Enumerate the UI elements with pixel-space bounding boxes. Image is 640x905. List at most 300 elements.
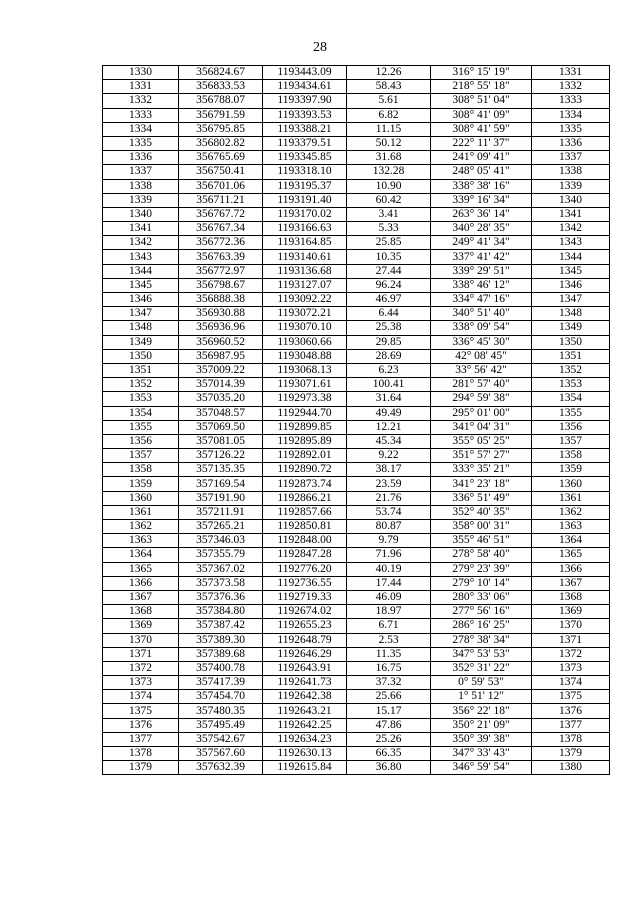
table-row: [103, 278, 610, 292]
next-point-cell: 1370: [532, 619, 610, 633]
distance-cell: 11.15: [347, 122, 431, 136]
distance-cell: 71.96: [347, 548, 431, 562]
point-number-cell: 1334: [103, 122, 179, 136]
bearing-cell: 358° 00' 31": [431, 520, 532, 534]
x-coordinate-cell: 356888.38: [179, 293, 263, 307]
table-row: [103, 491, 610, 505]
table-row: [103, 207, 610, 221]
y-coordinate-cell: 1192892.01: [263, 449, 347, 463]
point-number-cell: 1357: [103, 449, 179, 463]
point-number-cell: 1355: [103, 420, 179, 434]
x-coordinate-cell: 356767.34: [179, 222, 263, 236]
table-row: [103, 463, 610, 477]
distance-cell: 37.32: [347, 676, 431, 690]
bearing-cell: 278° 38' 34": [431, 633, 532, 647]
bearing-cell: 339° 16' 34": [431, 193, 532, 207]
next-point-cell: 1337: [532, 151, 610, 165]
next-point-cell: 1378: [532, 732, 610, 746]
distance-cell: 6.44: [347, 307, 431, 321]
bearing-cell: 249° 41' 34": [431, 236, 532, 250]
point-number-cell: 1372: [103, 661, 179, 675]
next-point-cell: 1364: [532, 534, 610, 548]
table-row: [103, 420, 610, 434]
x-coordinate-cell: 356711.21: [179, 193, 263, 207]
point-number-cell: 1370: [103, 633, 179, 647]
table-row: [103, 619, 610, 633]
distance-cell: 45.34: [347, 434, 431, 448]
y-coordinate-cell: 1193166.63: [263, 222, 347, 236]
x-coordinate-cell: 356791.59: [179, 108, 263, 122]
bearing-cell: 1° 51' 12": [431, 690, 532, 704]
next-point-cell: 1361: [532, 491, 610, 505]
point-number-cell: 1350: [103, 349, 179, 363]
next-point-cell: 1366: [532, 562, 610, 576]
y-coordinate-cell: 1192848.00: [263, 534, 347, 548]
distance-cell: 12.21: [347, 420, 431, 434]
bearing-cell: 350° 21' 09": [431, 718, 532, 732]
x-coordinate-cell: 357389.68: [179, 647, 263, 661]
bearing-cell: 280° 33' 06": [431, 590, 532, 604]
x-coordinate-cell: 357265.21: [179, 520, 263, 534]
x-coordinate-cell: 356772.36: [179, 236, 263, 250]
y-coordinate-cell: 1193136.68: [263, 264, 347, 278]
next-point-cell: 1376: [532, 704, 610, 718]
y-coordinate-cell: 1192944.70: [263, 406, 347, 420]
bearing-cell: 308° 41' 09": [431, 108, 532, 122]
table-row: [103, 151, 610, 165]
y-coordinate-cell: 1192634.23: [263, 732, 347, 746]
table-row: [103, 661, 610, 675]
point-number-cell: 1368: [103, 605, 179, 619]
distance-cell: 10.90: [347, 179, 431, 193]
table-row: [103, 676, 610, 690]
distance-cell: 50.12: [347, 136, 431, 150]
table-row: [103, 66, 610, 80]
table-row: [103, 378, 610, 392]
point-number-cell: 1367: [103, 590, 179, 604]
next-point-cell: 1335: [532, 122, 610, 136]
point-number-cell: 1337: [103, 165, 179, 179]
next-point-cell: 1342: [532, 222, 610, 236]
distance-cell: 96.24: [347, 278, 431, 292]
distance-cell: 6.82: [347, 108, 431, 122]
table-row: [103, 80, 610, 94]
y-coordinate-cell: 1192895.89: [263, 434, 347, 448]
point-number-cell: 1352: [103, 378, 179, 392]
table-row: [103, 335, 610, 349]
next-point-cell: 1344: [532, 250, 610, 264]
table-row: [103, 704, 610, 718]
y-coordinate-cell: 1193318.10: [263, 165, 347, 179]
y-coordinate-cell: 1192630.13: [263, 747, 347, 761]
next-point-cell: 1352: [532, 363, 610, 377]
y-coordinate-cell: 1192655.23: [263, 619, 347, 633]
distance-cell: 60.42: [347, 193, 431, 207]
distance-cell: 9.79: [347, 534, 431, 548]
next-point-cell: 1369: [532, 605, 610, 619]
point-number-cell: 1338: [103, 179, 179, 193]
next-point-cell: 1355: [532, 406, 610, 420]
table-body: [103, 66, 610, 775]
bearing-cell: 336° 45' 30": [431, 335, 532, 349]
point-number-cell: 1341: [103, 222, 179, 236]
y-coordinate-cell: 1193434.61: [263, 80, 347, 94]
x-coordinate-cell: 357048.57: [179, 406, 263, 420]
point-number-cell: 1369: [103, 619, 179, 633]
x-coordinate-cell: 357035.20: [179, 392, 263, 406]
distance-cell: 47.86: [347, 718, 431, 732]
distance-cell: 6.71: [347, 619, 431, 633]
next-point-cell: 1372: [532, 647, 610, 661]
y-coordinate-cell: 1192646.29: [263, 647, 347, 661]
x-coordinate-cell: 356750.41: [179, 165, 263, 179]
distance-cell: 5.33: [347, 222, 431, 236]
y-coordinate-cell: 1193379.51: [263, 136, 347, 150]
y-coordinate-cell: 1192674.02: [263, 605, 347, 619]
next-point-cell: 1377: [532, 718, 610, 732]
table-row: [103, 449, 610, 463]
x-coordinate-cell: 356833.53: [179, 80, 263, 94]
y-coordinate-cell: 1192847.28: [263, 548, 347, 562]
distance-cell: 46.97: [347, 293, 431, 307]
next-point-cell: 1354: [532, 392, 610, 406]
distance-cell: 18.97: [347, 605, 431, 619]
point-number-cell: 1378: [103, 747, 179, 761]
bearing-cell: 338° 38' 16": [431, 179, 532, 193]
distance-cell: 28.69: [347, 349, 431, 363]
distance-cell: 49.49: [347, 406, 431, 420]
x-coordinate-cell: 357542.67: [179, 732, 263, 746]
point-number-cell: 1345: [103, 278, 179, 292]
x-coordinate-cell: 357169.54: [179, 477, 263, 491]
table-row: [103, 647, 610, 661]
point-number-cell: 1359: [103, 477, 179, 491]
bearing-cell: 355° 05' 25": [431, 434, 532, 448]
distance-cell: 2.53: [347, 633, 431, 647]
bearing-cell: 281° 57' 40": [431, 378, 532, 392]
table-row: [103, 690, 610, 704]
x-coordinate-cell: 357135.35: [179, 463, 263, 477]
bearing-cell: 356° 22' 18": [431, 704, 532, 718]
distance-cell: 12.26: [347, 66, 431, 80]
point-number-cell: 1339: [103, 193, 179, 207]
next-point-cell: 1340: [532, 193, 610, 207]
distance-cell: 100.41: [347, 378, 431, 392]
distance-cell: 66.35: [347, 747, 431, 761]
table-row: [103, 548, 610, 562]
bearing-cell: 333° 35' 21": [431, 463, 532, 477]
y-coordinate-cell: 1192850.81: [263, 520, 347, 534]
table-row: [103, 576, 610, 590]
bearing-cell: 295° 01' 00": [431, 406, 532, 420]
point-number-cell: 1340: [103, 207, 179, 221]
point-number-cell: 1349: [103, 335, 179, 349]
page-number: 28: [313, 40, 327, 55]
point-number-cell: 1331: [103, 80, 179, 94]
x-coordinate-cell: 356788.07: [179, 94, 263, 108]
y-coordinate-cell: 1193195.37: [263, 179, 347, 193]
point-number-cell: 1373: [103, 676, 179, 690]
y-coordinate-cell: 1193397.90: [263, 94, 347, 108]
table-row: [103, 505, 610, 519]
bearing-cell: 308° 41' 59": [431, 122, 532, 136]
y-coordinate-cell: 1193443.09: [263, 66, 347, 80]
point-number-cell: 1336: [103, 151, 179, 165]
x-coordinate-cell: 357211.91: [179, 505, 263, 519]
bearing-cell: 241° 09' 41": [431, 151, 532, 165]
table-row: [103, 520, 610, 534]
next-point-cell: 1367: [532, 576, 610, 590]
y-coordinate-cell: 1192873.74: [263, 477, 347, 491]
distance-cell: 23.59: [347, 477, 431, 491]
bearing-cell: 339° 29' 51": [431, 264, 532, 278]
bearing-cell: 346° 59' 54": [431, 761, 532, 775]
table-row: [103, 264, 610, 278]
bearing-cell: 278° 58' 40": [431, 548, 532, 562]
next-point-cell: 1375: [532, 690, 610, 704]
next-point-cell: 1356: [532, 420, 610, 434]
next-point-cell: 1332: [532, 80, 610, 94]
table-row: [103, 222, 610, 236]
next-point-cell: 1368: [532, 590, 610, 604]
point-number-cell: 1374: [103, 690, 179, 704]
x-coordinate-cell: 357081.05: [179, 434, 263, 448]
next-point-cell: 1357: [532, 434, 610, 448]
next-point-cell: 1371: [532, 633, 610, 647]
bearing-cell: 308° 51' 04": [431, 94, 532, 108]
y-coordinate-cell: 1192719.33: [263, 590, 347, 604]
x-coordinate-cell: 357373.58: [179, 576, 263, 590]
next-point-cell: 1358: [532, 449, 610, 463]
x-coordinate-cell: 357069.50: [179, 420, 263, 434]
point-number-cell: 1360: [103, 491, 179, 505]
x-coordinate-cell: 356936.96: [179, 321, 263, 335]
table-row: [103, 732, 610, 746]
distance-cell: 25.85: [347, 236, 431, 250]
table-row: [103, 250, 610, 264]
distance-cell: 10.35: [347, 250, 431, 264]
x-coordinate-cell: 357009.22: [179, 363, 263, 377]
next-point-cell: 1351: [532, 349, 610, 363]
distance-cell: 21.76: [347, 491, 431, 505]
table-row: [103, 165, 610, 179]
point-number-cell: 1375: [103, 704, 179, 718]
x-coordinate-cell: 357376.36: [179, 590, 263, 604]
y-coordinate-cell: 1192857.66: [263, 505, 347, 519]
bearing-cell: 0° 59' 53": [431, 676, 532, 690]
x-coordinate-cell: 357346.03: [179, 534, 263, 548]
next-point-cell: 1341: [532, 207, 610, 221]
distance-cell: 80.87: [347, 520, 431, 534]
table-row: [103, 747, 610, 761]
next-point-cell: 1334: [532, 108, 610, 122]
point-number-cell: 1347: [103, 307, 179, 321]
point-number-cell: 1332: [103, 94, 179, 108]
y-coordinate-cell: 1193092.22: [263, 293, 347, 307]
x-coordinate-cell: 357014.39: [179, 378, 263, 392]
next-point-cell: 1359: [532, 463, 610, 477]
bearing-cell: 355° 46' 51": [431, 534, 532, 548]
point-number-cell: 1335: [103, 136, 179, 150]
next-point-cell: 1365: [532, 548, 610, 562]
bearing-cell: 222° 11' 37": [431, 136, 532, 150]
x-coordinate-cell: 356824.67: [179, 66, 263, 80]
coordinates-table: [102, 65, 610, 775]
next-point-cell: 1348: [532, 307, 610, 321]
bearing-cell: 334° 47' 16": [431, 293, 532, 307]
y-coordinate-cell: 1192643.21: [263, 704, 347, 718]
x-coordinate-cell: 357417.39: [179, 676, 263, 690]
table-row: [103, 434, 610, 448]
y-coordinate-cell: 1193164.85: [263, 236, 347, 250]
y-coordinate-cell: 1192642.25: [263, 718, 347, 732]
x-coordinate-cell: 356763.39: [179, 250, 263, 264]
y-coordinate-cell: 1193070.10: [263, 321, 347, 335]
bearing-cell: 279° 23' 39": [431, 562, 532, 576]
x-coordinate-cell: 357126.22: [179, 449, 263, 463]
bearing-cell: 218° 55' 18": [431, 80, 532, 94]
next-point-cell: 1338: [532, 165, 610, 179]
x-coordinate-cell: 357387.42: [179, 619, 263, 633]
bearing-cell: 279° 10' 14": [431, 576, 532, 590]
distance-cell: 5.61: [347, 94, 431, 108]
distance-cell: 31.68: [347, 151, 431, 165]
table-row: [103, 605, 610, 619]
x-coordinate-cell: 356798.67: [179, 278, 263, 292]
next-point-cell: 1350: [532, 335, 610, 349]
y-coordinate-cell: 1192641.73: [263, 676, 347, 690]
x-coordinate-cell: 357400.78: [179, 661, 263, 675]
y-coordinate-cell: 1193071.61: [263, 378, 347, 392]
distance-cell: 17.44: [347, 576, 431, 590]
y-coordinate-cell: 1192776.20: [263, 562, 347, 576]
x-coordinate-cell: 357454.70: [179, 690, 263, 704]
x-coordinate-cell: 357355.79: [179, 548, 263, 562]
point-number-cell: 1346: [103, 293, 179, 307]
y-coordinate-cell: 1193127.07: [263, 278, 347, 292]
x-coordinate-cell: 357367.02: [179, 562, 263, 576]
distance-cell: 53.74: [347, 505, 431, 519]
table-row: [103, 718, 610, 732]
table-row: [103, 122, 610, 136]
table-row: [103, 477, 610, 491]
table-row: [103, 761, 610, 775]
distance-cell: 36.80: [347, 761, 431, 775]
bearing-cell: 340° 28' 35": [431, 222, 532, 236]
x-coordinate-cell: 357495.49: [179, 718, 263, 732]
table-row: [103, 590, 610, 604]
point-number-cell: 1371: [103, 647, 179, 661]
distance-cell: 58.43: [347, 80, 431, 94]
next-point-cell: 1380: [532, 761, 610, 775]
bearing-cell: 277° 56' 16": [431, 605, 532, 619]
next-point-cell: 1349: [532, 321, 610, 335]
bearing-cell: 42° 08' 45": [431, 349, 532, 363]
y-coordinate-cell: 1192615.84: [263, 761, 347, 775]
distance-cell: 9.22: [347, 449, 431, 463]
bearing-cell: 341° 23' 18": [431, 477, 532, 491]
bearing-cell: 350° 39' 38": [431, 732, 532, 746]
distance-cell: 29.85: [347, 335, 431, 349]
table-row: [103, 193, 610, 207]
distance-cell: 16.75: [347, 661, 431, 675]
bearing-cell: 294° 59' 38": [431, 392, 532, 406]
y-coordinate-cell: 1193068.13: [263, 363, 347, 377]
next-point-cell: 1363: [532, 520, 610, 534]
y-coordinate-cell: 1193170.02: [263, 207, 347, 221]
bearing-cell: 337° 41' 42": [431, 250, 532, 264]
next-point-cell: 1360: [532, 477, 610, 491]
next-point-cell: 1336: [532, 136, 610, 150]
point-number-cell: 1363: [103, 534, 179, 548]
bearing-cell: 341° 04' 31": [431, 420, 532, 434]
x-coordinate-cell: 357480.35: [179, 704, 263, 718]
y-coordinate-cell: 1192890.72: [263, 463, 347, 477]
y-coordinate-cell: 1192648.79: [263, 633, 347, 647]
table-row: [103, 94, 610, 108]
next-point-cell: 1373: [532, 661, 610, 675]
point-number-cell: 1351: [103, 363, 179, 377]
distance-cell: 15.17: [347, 704, 431, 718]
table-row: [103, 349, 610, 363]
bearing-cell: 336° 51' 49": [431, 491, 532, 505]
table-row: [103, 108, 610, 122]
x-coordinate-cell: 356802.82: [179, 136, 263, 150]
point-number-cell: 1343: [103, 250, 179, 264]
point-number-cell: 1333: [103, 108, 179, 122]
point-number-cell: 1365: [103, 562, 179, 576]
distance-cell: 6.23: [347, 363, 431, 377]
table-row: [103, 136, 610, 150]
point-number-cell: 1344: [103, 264, 179, 278]
point-number-cell: 1342: [103, 236, 179, 250]
distance-cell: 31.64: [347, 392, 431, 406]
bearing-cell: 338° 09' 54": [431, 321, 532, 335]
distance-cell: 132.28: [347, 165, 431, 179]
x-coordinate-cell: 356795.85: [179, 122, 263, 136]
bearing-cell: 340° 51' 40": [431, 307, 532, 321]
distance-cell: 38.17: [347, 463, 431, 477]
next-point-cell: 1347: [532, 293, 610, 307]
distance-cell: 25.38: [347, 321, 431, 335]
point-number-cell: 1377: [103, 732, 179, 746]
bearing-cell: 351° 57' 27": [431, 449, 532, 463]
point-number-cell: 1362: [103, 520, 179, 534]
table-row: [103, 307, 610, 321]
y-coordinate-cell: 1193388.21: [263, 122, 347, 136]
next-point-cell: 1339: [532, 179, 610, 193]
point-number-cell: 1354: [103, 406, 179, 420]
table-row: [103, 179, 610, 193]
x-coordinate-cell: 356987.95: [179, 349, 263, 363]
y-coordinate-cell: 1193345.85: [263, 151, 347, 165]
distance-cell: 11.35: [347, 647, 431, 661]
y-coordinate-cell: 1193191.40: [263, 193, 347, 207]
table-row: [103, 293, 610, 307]
point-number-cell: 1376: [103, 718, 179, 732]
next-point-cell: 1374: [532, 676, 610, 690]
next-point-cell: 1353: [532, 378, 610, 392]
y-coordinate-cell: 1193140.61: [263, 250, 347, 264]
distance-cell: 3.41: [347, 207, 431, 221]
x-coordinate-cell: 356930.88: [179, 307, 263, 321]
distance-cell: 25.66: [347, 690, 431, 704]
bearing-cell: 347° 53' 53": [431, 647, 532, 661]
x-coordinate-cell: 357384.80: [179, 605, 263, 619]
x-coordinate-cell: 356765.69: [179, 151, 263, 165]
next-point-cell: 1346: [532, 278, 610, 292]
point-number-cell: 1330: [103, 66, 179, 80]
